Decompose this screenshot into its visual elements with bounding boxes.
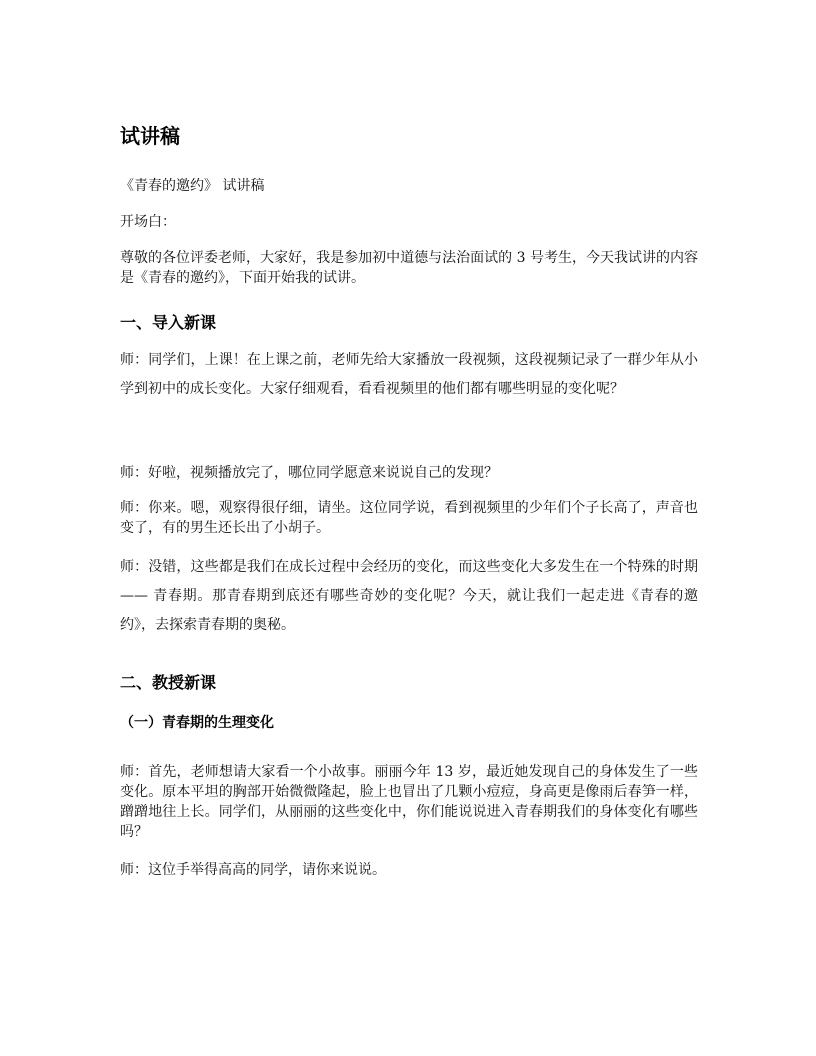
paragraph: 师：你来。嗯，观察得很仔细，请坐。这位同学说，看到视频里的少年们个子长高了，声音也变了，有的男生还长出了小胡子。 bbox=[120, 500, 698, 536]
opening-paragraph: 尊敬的各位评委老师，大家好，我是参加初中道德与法治面试的 3 号考生，今天我试讲的内容是《青春的邀约》，下面开始我的试讲。 bbox=[120, 250, 698, 286]
section-heading-teaching: 二、教授新课 bbox=[120, 673, 217, 692]
paragraph: 师：好啦，视频播放完了，哪位同学愿意来说说自己的发现？ bbox=[120, 465, 498, 481]
paragraph: 师：同学们，上课！在上课之前，老师先给大家播放一段视频，这段视频记录了一群少年从小学到初中的成长变化。大家仔细观看，看看视频里的他们都有哪些明显的变化呢？ bbox=[120, 352, 698, 397]
paragraph: 师：没错，这些都是我们在成长过程中会经历的变化，而这些变化大多发生在一个特殊的时期 —— 青春期。那青春期到底还有哪些奇妙的变化呢？今天，就让我们一起走进《青春的邀约》，去探索青春期的奥秘。 bbox=[120, 559, 698, 633]
section-heading-intro: 一、导入新课 bbox=[120, 313, 217, 332]
opening-label: 开场白： bbox=[120, 214, 176, 230]
document-title: 试讲稿 bbox=[120, 124, 180, 148]
subsection-heading: （一）青春期的生理变化 bbox=[120, 715, 274, 731]
paragraph: 师：首先，老师想请大家看一个小故事。丽丽今年 13 岁，最近她发现自己的身体发生了一些变化。原本平坦的胸部开始微微隆起，脸上也冒出了几颗小痘痘，身高更是像雨后春笋一样，蹭蹭地往上长。同学们，从丽丽的这些变化中，你们能说说进入青春期我们的身体变化有哪些吗？ bbox=[120, 764, 698, 840]
paragraph: 师：这位手举得高高的同学，请你来说说。 bbox=[120, 862, 386, 878]
document-subtitle: 《青春的邀约》 试讲稿 bbox=[120, 178, 265, 194]
